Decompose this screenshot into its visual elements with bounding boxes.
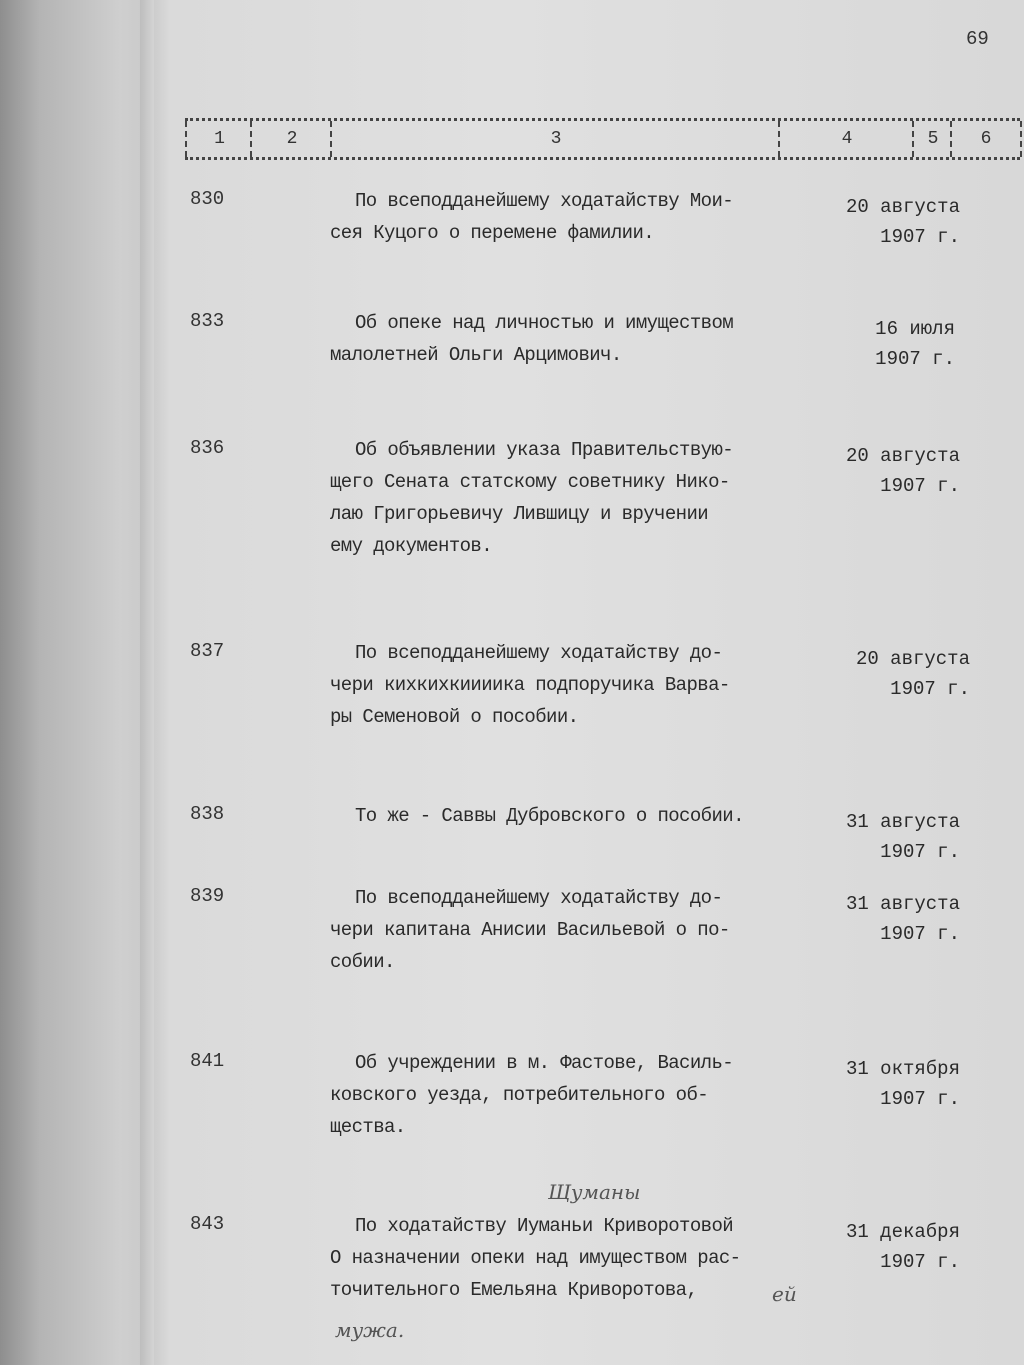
entry-number: 830 [190, 188, 225, 210]
entry-date-line: 1907 г. [890, 678, 970, 700]
entry-text-line: О назначении опеки над имуществом рас- [330, 1247, 741, 1269]
entry-text-line: малолетней Ольги Арцимович. [330, 344, 622, 366]
entry-number: 833 [190, 310, 225, 332]
entry-number: 836 [190, 437, 225, 459]
entry-date-line: 1907 г. [880, 841, 960, 863]
entry-text-line: Об учреждении в м. Фастове, Василь- [355, 1052, 734, 1074]
entry-date-line: 1907 г. [880, 1251, 960, 1273]
header-col-5: 5 [912, 121, 952, 157]
entry-date-line: 20 августа [855, 648, 970, 670]
entry-text-line: По всеподданейшему ходатайству Мои- [355, 190, 734, 212]
entry-number: 837 [190, 640, 225, 662]
entry-text-line: То же - Саввы Дубровского о пособии. [355, 805, 744, 827]
entry-date-line: 1907 г. [880, 1088, 960, 1110]
entry-text-line: щества. [330, 1116, 406, 1138]
entry-number: 841 [190, 1050, 225, 1072]
header-col-3: 3 [330, 121, 780, 157]
entry-date-line: 31 августа [845, 811, 960, 833]
entry-date-line: 20 августа [845, 196, 960, 218]
entry-text-line: лаю Григорьевичу Лившицу и вручении [330, 503, 709, 525]
entry-number: 838 [190, 803, 225, 825]
entry-text-line: чери капитана Анисии Васильевой о по- [330, 919, 730, 941]
entry-text-line: ковского уезда, потребительного об- [330, 1084, 709, 1106]
header-col-1: 1 [185, 121, 252, 157]
entry-date-line: 1907 г. [880, 226, 960, 248]
handwritten-note-1: ей [772, 1282, 797, 1306]
entry-date-line: 1907 г. [880, 923, 960, 945]
entry-date-line: 1907 г. [880, 475, 960, 497]
entry-text-line: По ходатайству Иуманьи Криворотовой [355, 1215, 734, 1237]
page-number: 69 [966, 28, 989, 50]
header-col-2: 2 [250, 121, 332, 157]
entry-date-line: 31 октября [845, 1058, 960, 1080]
entry-date-line: 20 августа [845, 445, 960, 467]
entry-text-line: чери кихкихкиииика подпоручика Варва- [330, 674, 730, 696]
handwritten-note-2: мужа. [335, 1318, 405, 1342]
entry-number: 839 [190, 885, 225, 907]
entry-date-line: 1907 г. [875, 348, 955, 370]
entry-text-line: Об опеке над личностью и имуществом [355, 312, 734, 334]
page-gutter [140, 0, 154, 1365]
header-col-6: 6 [950, 121, 1022, 157]
entry-date-line: 31 августа [845, 893, 960, 915]
entry-text-line: По всеподданейшему ходатайству до- [355, 642, 723, 664]
entry-date-line: 16 июля [875, 318, 955, 340]
entry-text-line: ры Семеновой о пособии. [330, 706, 579, 728]
entry-text-line: щего Сената статскому советнику Нико- [330, 471, 730, 493]
entry-text-line: точительного Емельяна Криворотова, [330, 1279, 698, 1301]
entry-text-line: собии. [330, 951, 395, 973]
table-header [185, 118, 1020, 160]
entry-text-line: По всеподданейшему ходатайству до- [355, 887, 723, 909]
header-col-4: 4 [778, 121, 914, 157]
entry-number: 843 [190, 1213, 225, 1235]
entry-text-line: ему документов. [330, 535, 493, 557]
entry-text-line: Об объявлении указа Правительствую- [355, 439, 734, 461]
entry-text-line: сея Куцого о перемене фамилии. [330, 222, 655, 244]
entry-date-line: 31 декабря [845, 1221, 960, 1243]
handwritten-correction: Щуманы [548, 1180, 641, 1204]
